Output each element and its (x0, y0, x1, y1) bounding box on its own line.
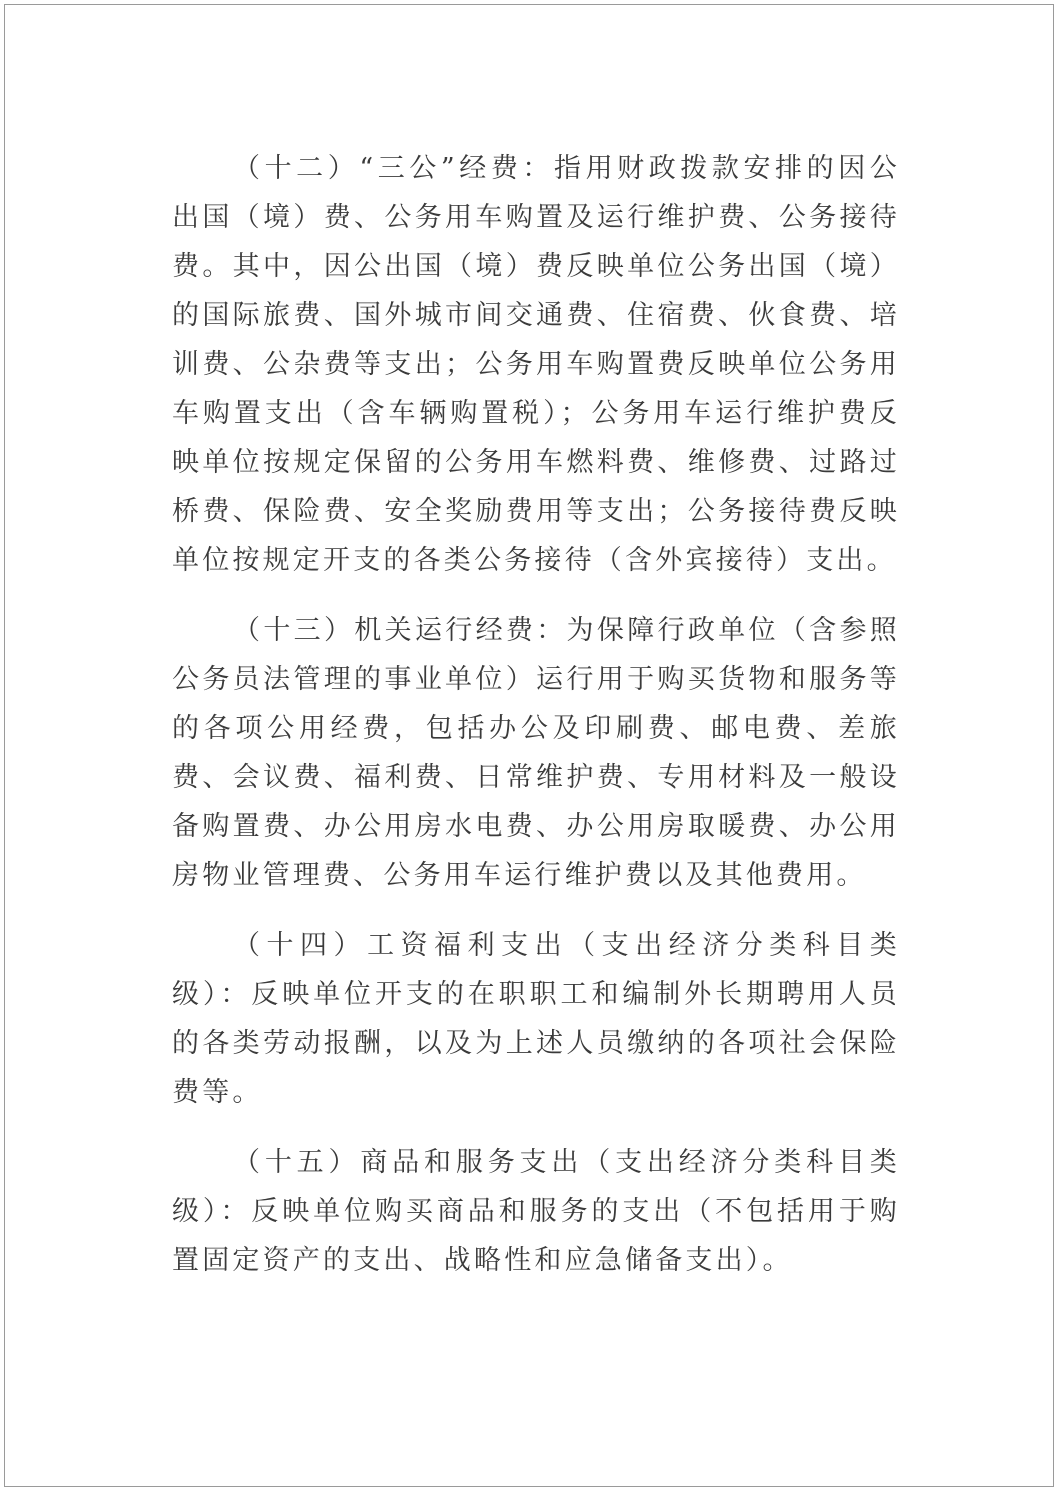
paragraph-14-wage-welfare: （十四）工资福利支出（支出经济分类科目类级）：反映单位开支的在职职工和编制外长期聘用人员的各类劳动报酬，以及为上述人员缴纳的各项社会保险费等。 (172, 930, 900, 1108)
paragraph-15-goods-services: （十五）商品和服务支出（支出经济分类科目类级）：反映单位购买商品和服务的支出（不包括用于购置固定资产的支出、战略性和应急储备支出）。 (172, 1147, 900, 1276)
paragraph-12-sangong-expenses: （十二）“三公”经费：指用财政拨款安排的因公出国（境）费、公务用车购置及运行维护费、公务接待费。其中，因公出国（境）费反映单位公务出国（境）的国际旅费、国外城市间交通费、住宿费、伙食费、培训费、公杂费等支出；公务用车购置费反映单位公务用车购置支出（含车辆购置税）；公务用车运行维护费反映单位按规定保留的公务用车燃料费、维修费、过路过桥费、保险费、安全奖励费用等支出；公务接待费反映单位按规定开支的各类公务接待（含外宾接待）支出。 (172, 153, 900, 576)
document-page (4, 4, 1054, 1487)
paragraph-13-operating-expenses: （十三）机关运行经费：为保障行政单位（含参照公务员法管理的事业单位）运行用于购买货物和服务等的各项公用经费，包括办公及印刷费、邮电费、差旅费、会议费、福利费、日常维护费、专用材料及一般设备购置费、办公用房水电费、办公用房取暖费、办公用房物业管理费、公务用车运行维护费以及其他费用。 (172, 615, 900, 891)
document-body (172, 144, 900, 1306)
